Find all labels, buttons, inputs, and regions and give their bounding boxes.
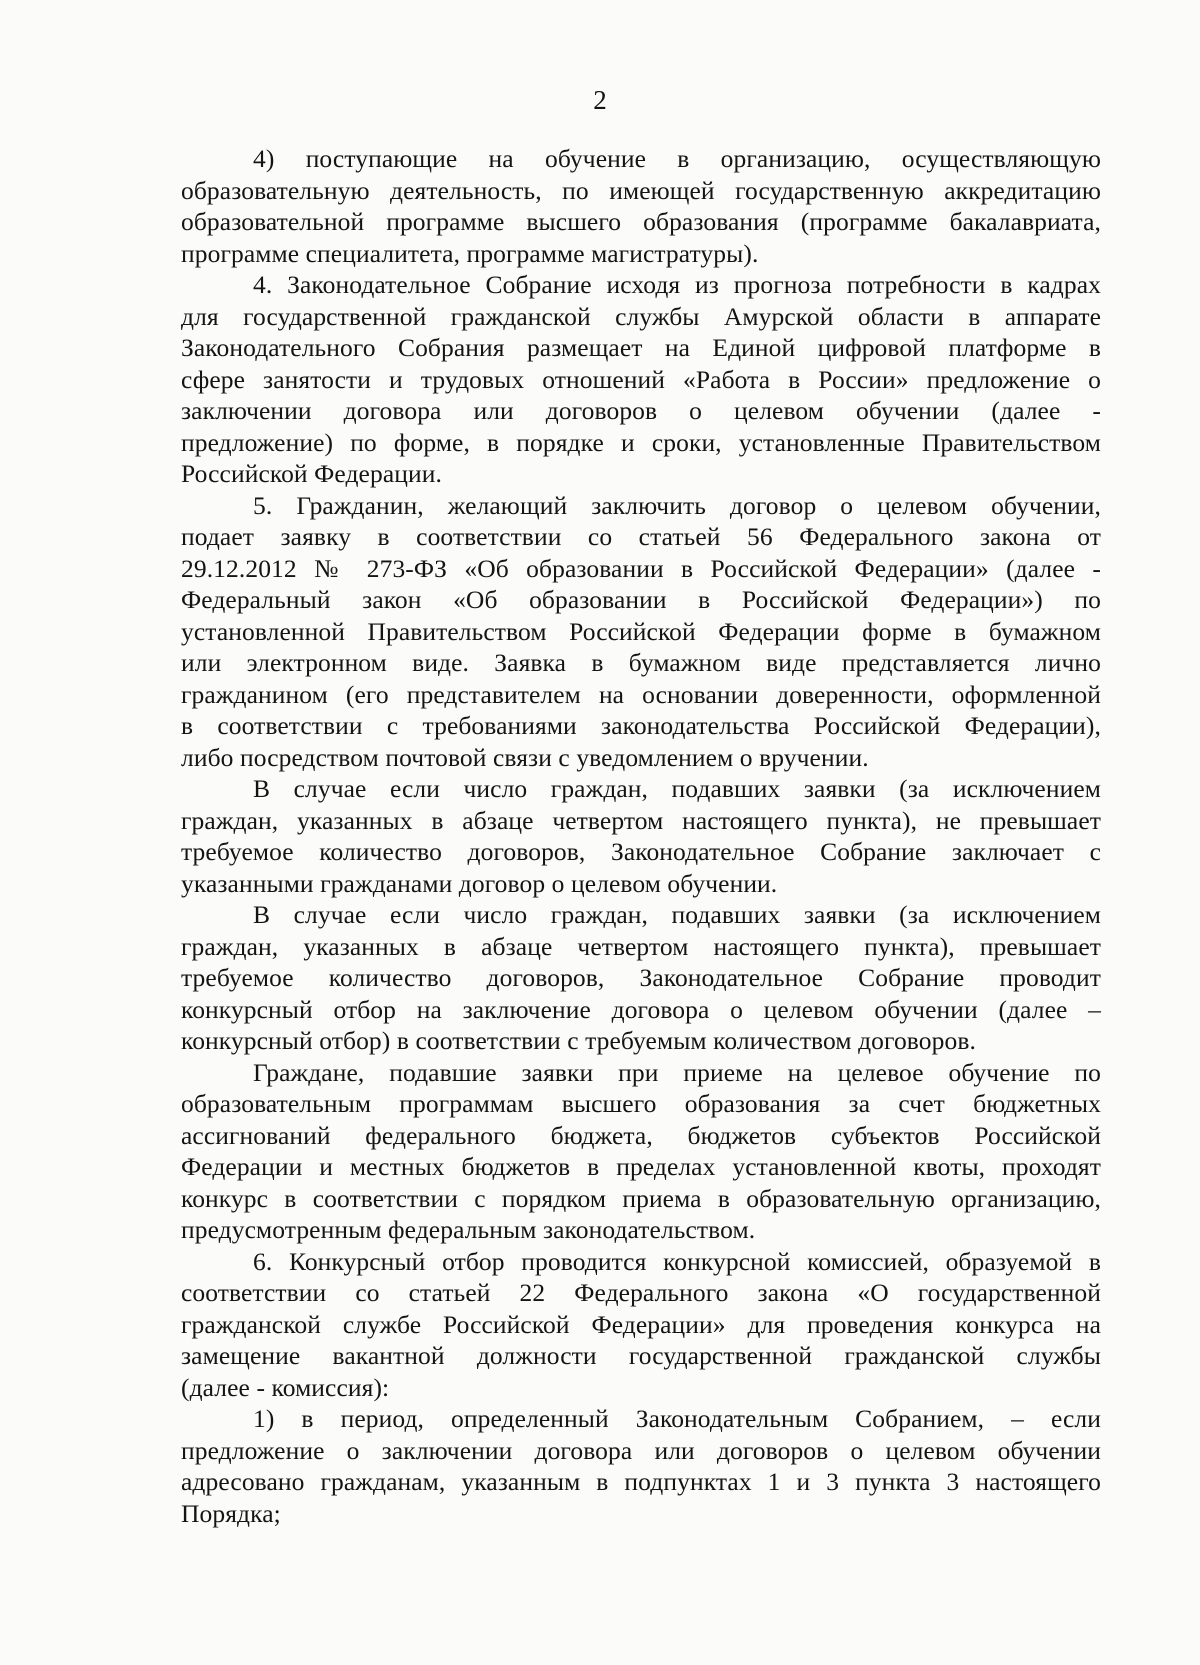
text-line: конкурсный отбор на заключение договора о целевом обучении (далее – bbox=[181, 994, 1101, 1024]
document-body bbox=[181, 143, 1101, 1529]
paragraph bbox=[181, 1403, 1101, 1529]
text-line: 6. Конкурсный отбор проводится конкурсной комиссией, образуемой в bbox=[253, 1246, 1101, 1276]
text-line: замещение вакантной должности государственной гражданской службы bbox=[181, 1341, 1101, 1370]
text-line: гражданской службе Российской Федерации» для проведения конкурса на bbox=[181, 1309, 1101, 1339]
text-line: соответствии со статьей 22 Федерального закона «О государственной bbox=[181, 1278, 1101, 1307]
text-line: в соответствии с требованиями законодательства Российской Федерации), bbox=[181, 711, 1101, 740]
text-line: образовательную деятельность, по имеющей государственную аккредитацию bbox=[181, 175, 1101, 205]
text-line: заключении договора или договоров о целевом обучении (далее - bbox=[181, 396, 1101, 425]
text-line: 1) в период, определенный Законодательным Собранием, – если bbox=[253, 1404, 1101, 1433]
text-line: программе специалитета, программе магистратуры). bbox=[181, 238, 759, 268]
text-line: Федеральный закон «Об образовании в Российской Федерации») по bbox=[181, 585, 1101, 614]
text-line: (далее - комиссия): bbox=[181, 1372, 390, 1402]
text-line: предусмотренным федеральным законодательством. bbox=[181, 1215, 756, 1244]
paragraph bbox=[181, 899, 1101, 1057]
text-line: 29.12.2012 № 273-ФЗ «Об образовании в Российской Федерации» (далее - bbox=[181, 553, 1101, 583]
text-line: гражданином (его представителем на основании доверенности, оформленной bbox=[181, 679, 1101, 709]
text-line: Законодательного Собрания размещает на Единой цифровой платформе в bbox=[181, 333, 1101, 362]
text-line: либо посредством почтовой связи с уведомлением о вручении. bbox=[181, 742, 869, 772]
text-line: Российской Федерации. bbox=[181, 459, 442, 488]
text-line: сфере занятости и трудовых отношений «Работа в России» предложение о bbox=[181, 364, 1101, 394]
text-line: требуемое количество договоров, Законодательное Собрание проводит bbox=[181, 963, 1101, 992]
paragraph bbox=[181, 773, 1101, 899]
paragraph bbox=[181, 1246, 1101, 1404]
text-line: образовательным программам высшего образования за счет бюджетных bbox=[181, 1089, 1101, 1118]
text-line: ассигнований федерального бюджета, бюджетов субъектов Российской bbox=[181, 1120, 1101, 1150]
text-line: конкурсный отбор) в соответствии с требуемым количеством договоров. bbox=[181, 1026, 976, 1055]
text-line: требуемое количество договоров, Законодательное Собрание заключает с bbox=[181, 837, 1101, 866]
text-line: В случае если число граждан, подавших заявки (за исключением bbox=[253, 774, 1101, 803]
paragraph bbox=[181, 490, 1101, 774]
text-line: подает заявку в соответствии со статьей 56 Федерального закона от bbox=[181, 522, 1101, 551]
text-line: граждан, указанных в абзаце четвертом настоящего пункта), не превышает bbox=[181, 805, 1101, 835]
text-line: граждан, указанных в абзаце четвертом настоящего пункта), превышает bbox=[181, 931, 1101, 961]
text-line: В случае если число граждан, подавших заявки (за исключением bbox=[253, 900, 1101, 929]
paragraph bbox=[181, 143, 1101, 269]
text-line: установленной Правительством Российской Федерации форме в бумажном bbox=[181, 616, 1101, 646]
paragraph bbox=[181, 1057, 1101, 1246]
text-line: конкурс в соответствии с порядком приема в образовательную организацию, bbox=[181, 1183, 1101, 1213]
text-line: адресовано гражданам, указанным в подпунктах 1 и 3 пункта 3 настоящего bbox=[181, 1467, 1101, 1496]
paragraph bbox=[181, 269, 1101, 490]
text-line: Федерации и местных бюджетов в пределах установленной квоты, проходят bbox=[181, 1152, 1101, 1181]
text-line: 4. Законодательное Собрание исходя из прогноза потребности в кадрах bbox=[253, 270, 1101, 299]
text-line: 5. Гражданин, желающий заключить договор о целевом обучении, bbox=[253, 490, 1101, 520]
text-line: Порядка; bbox=[181, 1498, 281, 1528]
text-line: предложение) по форме, в порядке и сроки, установленные Правительством bbox=[181, 427, 1101, 457]
text-line: Граждане, подавшие заявки при приеме на целевое обучение по bbox=[253, 1057, 1101, 1087]
text-line: указанными гражданами договор о целевом обучении. bbox=[181, 868, 778, 898]
text-line: или электронном виде. Заявка в бумажном виде представляется лично bbox=[181, 648, 1101, 677]
text-line: образовательной программе высшего образования (программе бакалавриата, bbox=[181, 207, 1101, 236]
text-line: для государственной гражданской службы Амурской области в аппарате bbox=[181, 301, 1101, 331]
page-number: 2 bbox=[593, 85, 607, 115]
text-line: 4) поступающие на обучение в организацию, осуществляющую bbox=[253, 144, 1101, 173]
text-line: предложение о заключении договора или договоров о целевом обучении bbox=[181, 1435, 1101, 1465]
